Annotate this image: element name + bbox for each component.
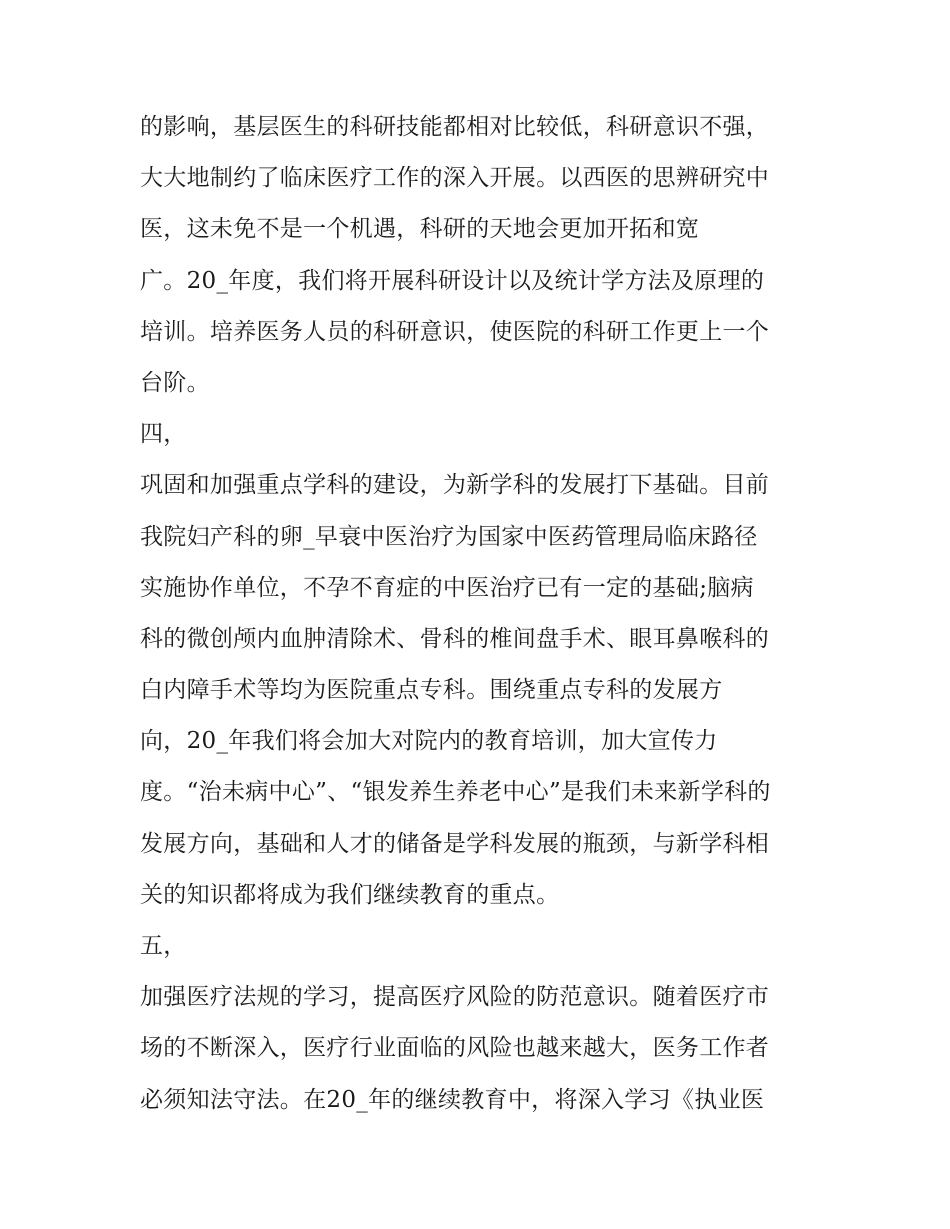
document-body [140, 102, 820, 1126]
text-line: 医，这未免不是一个机遇，科研的天地会更加开拓和宽 [140, 216, 700, 243]
text-line: 大大地制约了临床医疗工作的深入开展。以西医的思辨研究中 [140, 165, 770, 192]
text-line: 台阶。 [140, 369, 210, 396]
text-line: 广。20_年度，我们将开展科研设计以及统计学方法及原理的 [140, 267, 765, 294]
text-line: 加强医疗法规的学习，提高医疗风险的防范意识。随着医疗市 [140, 984, 770, 1011]
text-line: 白内障手术等均为医院重点专科。围绕重点专科的发展方 [140, 677, 723, 704]
text-line: 的影响，基层医生的科研技能都相对比较低，科研意识不强， [140, 114, 770, 140]
text-line: 发展方向，基础和人才的储备是学科发展的瓶颈，与新学科相 [140, 830, 770, 857]
text-line: 培训。培养医务人员的科研意识，使医院的科研工作更上一个 [140, 318, 770, 345]
text-line: 度。“治未病中心”、“银发养生养老中心”是我们未来新学科的 [140, 779, 771, 806]
text-line: 关的知识都将成为我们继续教育的重点。 [140, 881, 560, 908]
text-line: 场的不断深入，医疗行业面临的风险也越来越大，医务工作者 [140, 1035, 770, 1062]
text-line: 必须知法守法。在20_年的继续教育中，将深入学习《执业医 [140, 1086, 765, 1113]
text-line: 科的微创颅内血肿清除术、骨科的椎间盘手术、眼耳鼻喉科的 [140, 625, 770, 652]
section-heading-four: 四， [140, 421, 187, 448]
text-line: 我院妇产科的卵_早衰中医治疗为国家中医药管理局临床路径 [140, 523, 758, 550]
text-line: 巩固和加强重点学科的建设，为新学科的发展打下基础。目前 [140, 472, 770, 499]
text-line: 实施协作单位，不孕不育症的中医治疗已有一定的基础;脑病 [140, 574, 754, 601]
section-heading-five: 五， [140, 933, 187, 959]
text-line: 向，20_年我们将会加大对院内的教育培训，加大宣传力 [140, 728, 718, 755]
